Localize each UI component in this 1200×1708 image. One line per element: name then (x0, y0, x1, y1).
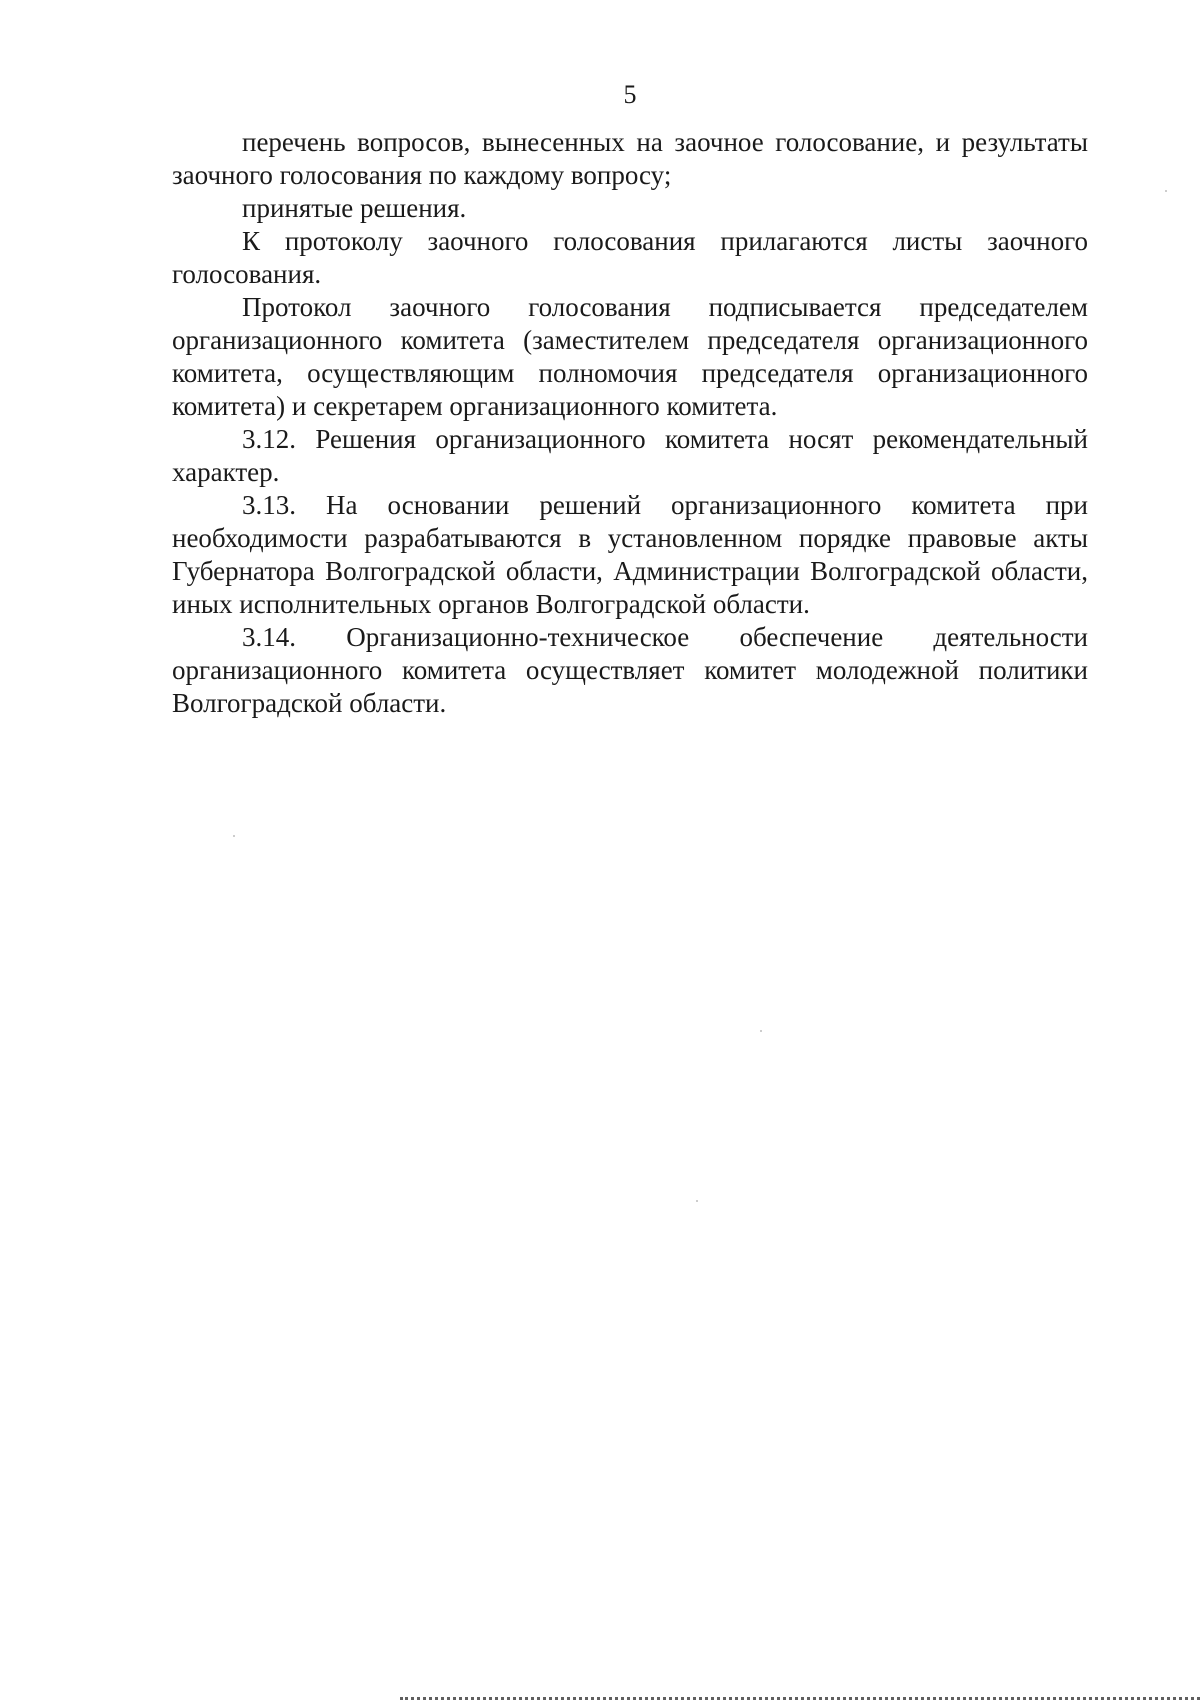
paragraph-3-13: 3.13. На основании решений организационного комитета при необходимости разрабатываются в установленном порядке правовые акты Губернатора Волгоградской области, Администрации Волгоградской области, иных исполнительных органов Волгоградской области. (172, 490, 1088, 619)
paragraph-voting-sheets: К протоколу заочного голосования прилагаются листы заочного голосования. (172, 226, 1088, 289)
document-body (172, 126, 1088, 720)
paragraph-voting-questions: перечень вопросов, вынесенных на заочное голосование, и результаты заочного голосования по каждому вопросу; (172, 127, 1088, 190)
scan-speck (760, 1030, 762, 1032)
paragraph-3-14: 3.14. Организационно-техническое обеспечение деятельности организационного комитета осуществляет комитет молодежной политики Волгоградской области. (172, 622, 1088, 718)
scan-speck (233, 835, 235, 837)
paragraph-decisions: принятые решения. (242, 193, 467, 223)
page-number: 5 (623, 80, 637, 109)
scan-speck (1165, 190, 1167, 192)
paragraph-protocol-signing: Протокол заочного голосования подписывается председателем организационного комитета (заместителем председателя организационного комитета, осуществляющим полномочия председателя организационного комитета) и секретарем организационного комитета. (172, 292, 1088, 421)
scan-artifact-line (400, 1697, 1200, 1704)
scan-speck (696, 1200, 698, 1202)
paragraph-3-12: 3.12. Решения организационного комитета носят рекомендательный характер. (172, 424, 1088, 487)
